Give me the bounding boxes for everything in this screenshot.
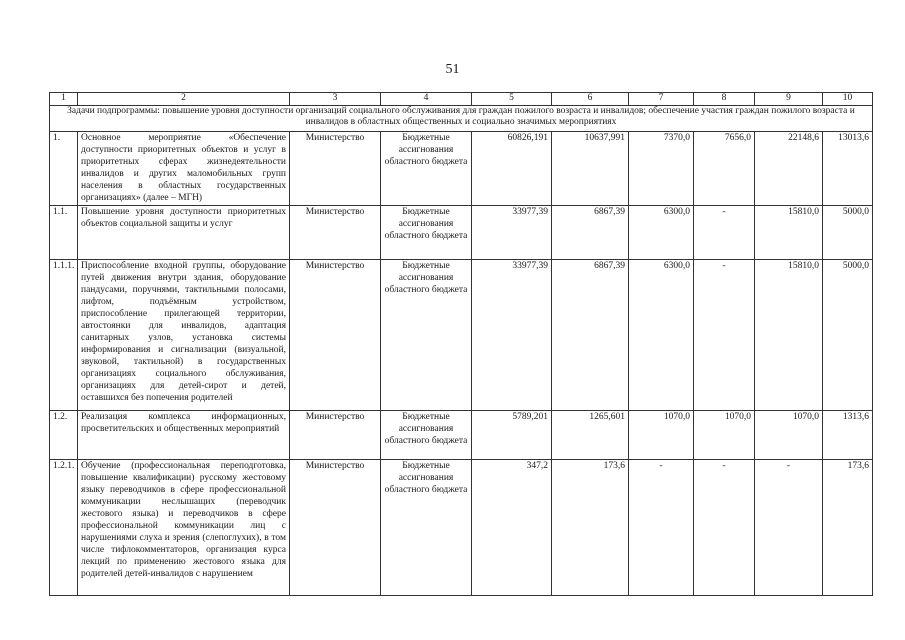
column-header: 3 — [290, 93, 381, 106]
task-text: Задачи подпрограммы: повышение уровня доступности организаций социального обслуживания для граждан пожилого возраста и инвалидов; обеспечение участия граждан пожилого возраста и инвалидов в областных общественных и социально значимых мероприятиях — [50, 106, 873, 132]
row-value-6: 173,6 — [552, 460, 629, 596]
table-row — [50, 460, 873, 596]
row-value-5: 33977,39 — [472, 260, 552, 411]
row-source: Бюджетные ассигнования областного бюджета — [381, 132, 472, 206]
table-row — [50, 411, 873, 460]
row-value-5: 5789,201 — [472, 411, 552, 460]
row-value-5: 347,2 — [472, 460, 552, 596]
row-executor: Министерство — [290, 206, 381, 260]
row-value-7: 6300,0 — [629, 206, 694, 260]
column-header: 7 — [629, 93, 694, 106]
row-value-10: 1313,6 — [823, 411, 873, 460]
row-source: Бюджетные ассигнования областного бюджета — [381, 260, 472, 411]
row-value-6: 6867,39 — [552, 260, 629, 411]
row-value-10: 13013,6 — [823, 132, 873, 206]
row-executor: Министерство — [290, 260, 381, 411]
row-source: Бюджетные ассигнования областного бюджета — [381, 411, 472, 460]
table-row — [50, 260, 873, 411]
row-value-8: 1070,0 — [694, 411, 755, 460]
row-value-9: 22148,6 — [755, 132, 823, 206]
column-header: 9 — [755, 93, 823, 106]
row-value-8: 7656,0 — [694, 132, 755, 206]
row-value-8: - — [694, 460, 755, 596]
row-source: Бюджетные ассигнования областного бюджета — [381, 460, 472, 596]
row-value-7: 6300,0 — [629, 260, 694, 411]
row-value-5: 33977,39 — [472, 206, 552, 260]
row-value-6: 6867,39 — [552, 206, 629, 260]
row-number: 1.1. — [50, 206, 78, 260]
row-name: Приспособление входной группы, оборудование путей движения внутри здания, оборудование пандусами, поручнями, тактильными полосами, лифтом, подъёмным устройством, приспособление прилегающей территории, автостоянки для инвалидов, адаптация санитарных узлов, установка системы информирования и сигнализации (визуальной, звуковой, тактильной) в государственных организациях социального обслуживания, организациях для детей-сирот и детей, оставшихся без попечения родителей — [78, 260, 290, 411]
column-header: 2 — [78, 93, 290, 106]
table-row — [50, 132, 873, 206]
row-executor: Министерство — [290, 460, 381, 596]
column-header: 8 — [694, 93, 755, 106]
row-number: 1.2. — [50, 411, 78, 460]
row-value-6: 1265,601 — [552, 411, 629, 460]
row-value-9: 15810,0 — [755, 260, 823, 411]
row-value-7: - — [629, 460, 694, 596]
task-row — [50, 106, 873, 132]
header-row — [50, 93, 873, 106]
row-value-5: 60826,191 — [472, 132, 552, 206]
row-executor: Министерство — [290, 132, 381, 206]
row-number: 1.2.1. — [50, 460, 78, 596]
row-number: 1. — [50, 132, 78, 206]
row-value-10: 5000,0 — [823, 260, 873, 411]
row-value-8: - — [694, 206, 755, 260]
column-header: 5 — [472, 93, 552, 106]
column-header: 4 — [381, 93, 472, 106]
row-executor: Министерство — [290, 411, 381, 460]
row-source: Бюджетные ассигнования областного бюджета — [381, 206, 472, 260]
row-value-10: 5000,0 — [823, 206, 873, 260]
row-name: Обучение (профессиональная переподготовка, повышение квалификации) русскому жестовому языку переводчиков в сфере профессиональной коммуникации неслышащих (переводчик жестового языка) и переводчиков в сфере профессиональной коммуникации лиц с нарушениями слуха и зрения (слепоглухих), в том числе тифлокомментаторов, организация курса лекций по применению жестового языка для родителей детей-инвалидов с нарушением — [78, 460, 290, 596]
row-value-9: 15810,0 — [755, 206, 823, 260]
row-name: Повышение уровня доступности приоритетных объектов социальной защиты и услуг — [78, 206, 290, 260]
row-value-9: 1070,0 — [755, 411, 823, 460]
page-number: 51 — [445, 62, 460, 77]
row-value-9: - — [755, 460, 823, 596]
row-name: Основное мероприятие «Обеспечение доступности приоритетных объектов и услуг в приоритетных сферах жизнедеятельности инвалидов и других маломобильных групп населения в областных государственных организациях» (далее – МГН) — [78, 132, 290, 206]
column-header: 6 — [552, 93, 629, 106]
row-number: 1.1.1. — [50, 260, 78, 411]
table-row — [50, 206, 873, 260]
row-value-7: 7370,0 — [629, 132, 694, 206]
budget-table — [49, 92, 873, 596]
row-value-7: 1070,0 — [629, 411, 694, 460]
row-name: Реализация комплекса информационных, просветительских и общественных мероприятий — [78, 411, 290, 460]
row-value-10: 173,6 — [823, 460, 873, 596]
row-value-8: - — [694, 260, 755, 411]
row-value-6: 10637,991 — [552, 132, 629, 206]
column-header: 1 — [50, 93, 78, 106]
column-header: 10 — [823, 93, 873, 106]
